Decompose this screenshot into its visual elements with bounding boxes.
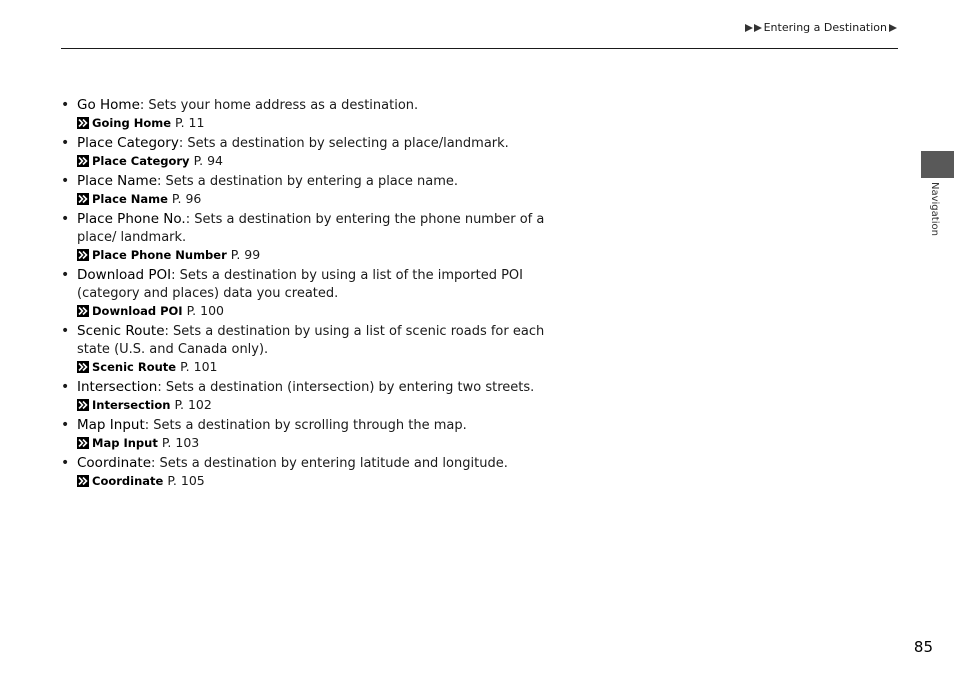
triangle-arrow-icon (754, 24, 762, 32)
section-title[interactable]: Entering a Destination (763, 21, 887, 34)
reference-page[interactable]: P. 11 (175, 115, 205, 130)
item-description (77, 416, 580, 435)
cross-reference[interactable] (77, 435, 580, 451)
item-term: Place Category (77, 135, 179, 151)
list-item (60, 322, 580, 375)
list-item (60, 454, 580, 489)
list-item (60, 172, 580, 207)
cross-reference[interactable] (77, 359, 580, 375)
item-desc: : Sets your home address as a destination. (139, 98, 419, 113)
destination-option-list (60, 96, 580, 492)
reference-title[interactable]: Coordinate (92, 474, 164, 488)
bullet: • (61, 267, 70, 283)
cross-reference[interactable] (77, 153, 580, 169)
reference-page[interactable]: P. 101 (180, 359, 218, 374)
list-item (60, 416, 580, 451)
item-desc: : Sets a destination by scrolling through the map. (144, 418, 467, 433)
bullet: • (61, 323, 70, 339)
reference-arrow-icon (77, 155, 89, 167)
item-term: Download POI (77, 267, 172, 283)
cross-reference[interactable] (77, 247, 580, 263)
reference-page[interactable]: P. 96 (171, 191, 202, 206)
item-term: Place Phone No. (77, 211, 186, 227)
item-desc: : Sets a destination by using a list of scenic roads for each state (U.S. and Canada only). (77, 324, 545, 357)
bullet: • (61, 173, 70, 189)
bullet: • (61, 97, 70, 113)
item-desc: : Sets a destination by selecting a place/landmark. (178, 136, 509, 151)
cross-reference[interactable] (77, 473, 580, 489)
reference-title[interactable]: Download POI (92, 304, 183, 318)
bullet: • (61, 379, 70, 395)
section-tab-label: Navigation (929, 182, 940, 236)
reference-page[interactable]: P. 99 (230, 247, 261, 262)
reference-arrow-icon (77, 193, 89, 205)
bullet: • (61, 211, 70, 227)
item-desc: : Sets a destination by entering the phone number of a place/ landmark. (77, 212, 545, 245)
bullet: • (61, 455, 70, 471)
item-desc: : Sets a destination (intersection) by entering two streets. (157, 380, 535, 395)
item-description (77, 134, 580, 153)
reference-page[interactable]: P. 102 (174, 397, 212, 412)
triangle-arrow-icon (745, 24, 753, 32)
reference-page[interactable]: P. 94 (193, 153, 224, 168)
reference-title[interactable]: Going Home (92, 116, 172, 130)
reference-arrow-icon (77, 437, 89, 449)
section-tab-marker (921, 151, 954, 178)
header-divider (61, 48, 898, 49)
reference-title[interactable]: Intersection (92, 398, 171, 412)
item-term: Intersection (77, 379, 158, 395)
item-description (77, 454, 580, 473)
item-term: Scenic Route (77, 323, 165, 339)
list-item (60, 134, 580, 169)
reference-title[interactable]: Place Phone Number (92, 248, 227, 262)
list-item (60, 378, 580, 413)
item-description (77, 96, 580, 115)
reference-arrow-icon (77, 117, 89, 129)
item-desc: : Sets a destination by using a list of the imported POI (category and places) data you created. (77, 268, 523, 301)
item-description (77, 378, 580, 397)
item-description (77, 210, 580, 247)
page-number: 85 (913, 638, 933, 656)
reference-arrow-icon (77, 305, 89, 317)
reference-arrow-icon (77, 399, 89, 411)
reference-arrow-icon (77, 249, 89, 261)
cross-reference[interactable] (77, 115, 580, 131)
reference-page[interactable]: P. 100 (186, 303, 224, 318)
bullet: • (61, 417, 70, 433)
cross-reference[interactable] (77, 303, 580, 319)
item-term: Map Input (77, 417, 145, 433)
reference-page[interactable]: P. 105 (167, 473, 205, 488)
breadcrumb (745, 21, 897, 34)
item-term: Go Home (77, 97, 140, 113)
triangle-arrow-icon (889, 24, 897, 32)
reference-title[interactable]: Place Name (92, 192, 168, 206)
list-item (60, 210, 580, 263)
reference-title[interactable]: Map Input (92, 436, 158, 450)
reference-title[interactable]: Place Category (92, 154, 190, 168)
item-description (77, 322, 580, 359)
list-item (60, 266, 580, 319)
reference-arrow-icon (77, 475, 89, 487)
item-desc: : Sets a destination by entering latitude and longitude. (151, 456, 508, 471)
item-description (77, 266, 580, 303)
bullet: • (61, 135, 70, 151)
reference-page[interactable]: P. 103 (161, 435, 200, 450)
item-term: Coordinate (77, 455, 152, 471)
reference-arrow-icon (77, 361, 89, 373)
cross-reference[interactable] (77, 397, 580, 413)
item-term: Place Name (77, 173, 158, 189)
item-desc: : Sets a destination by entering a place name. (157, 174, 459, 189)
reference-title[interactable]: Scenic Route (92, 360, 177, 374)
list-item (60, 96, 580, 131)
item-description (77, 172, 580, 191)
cross-reference[interactable] (77, 191, 580, 207)
